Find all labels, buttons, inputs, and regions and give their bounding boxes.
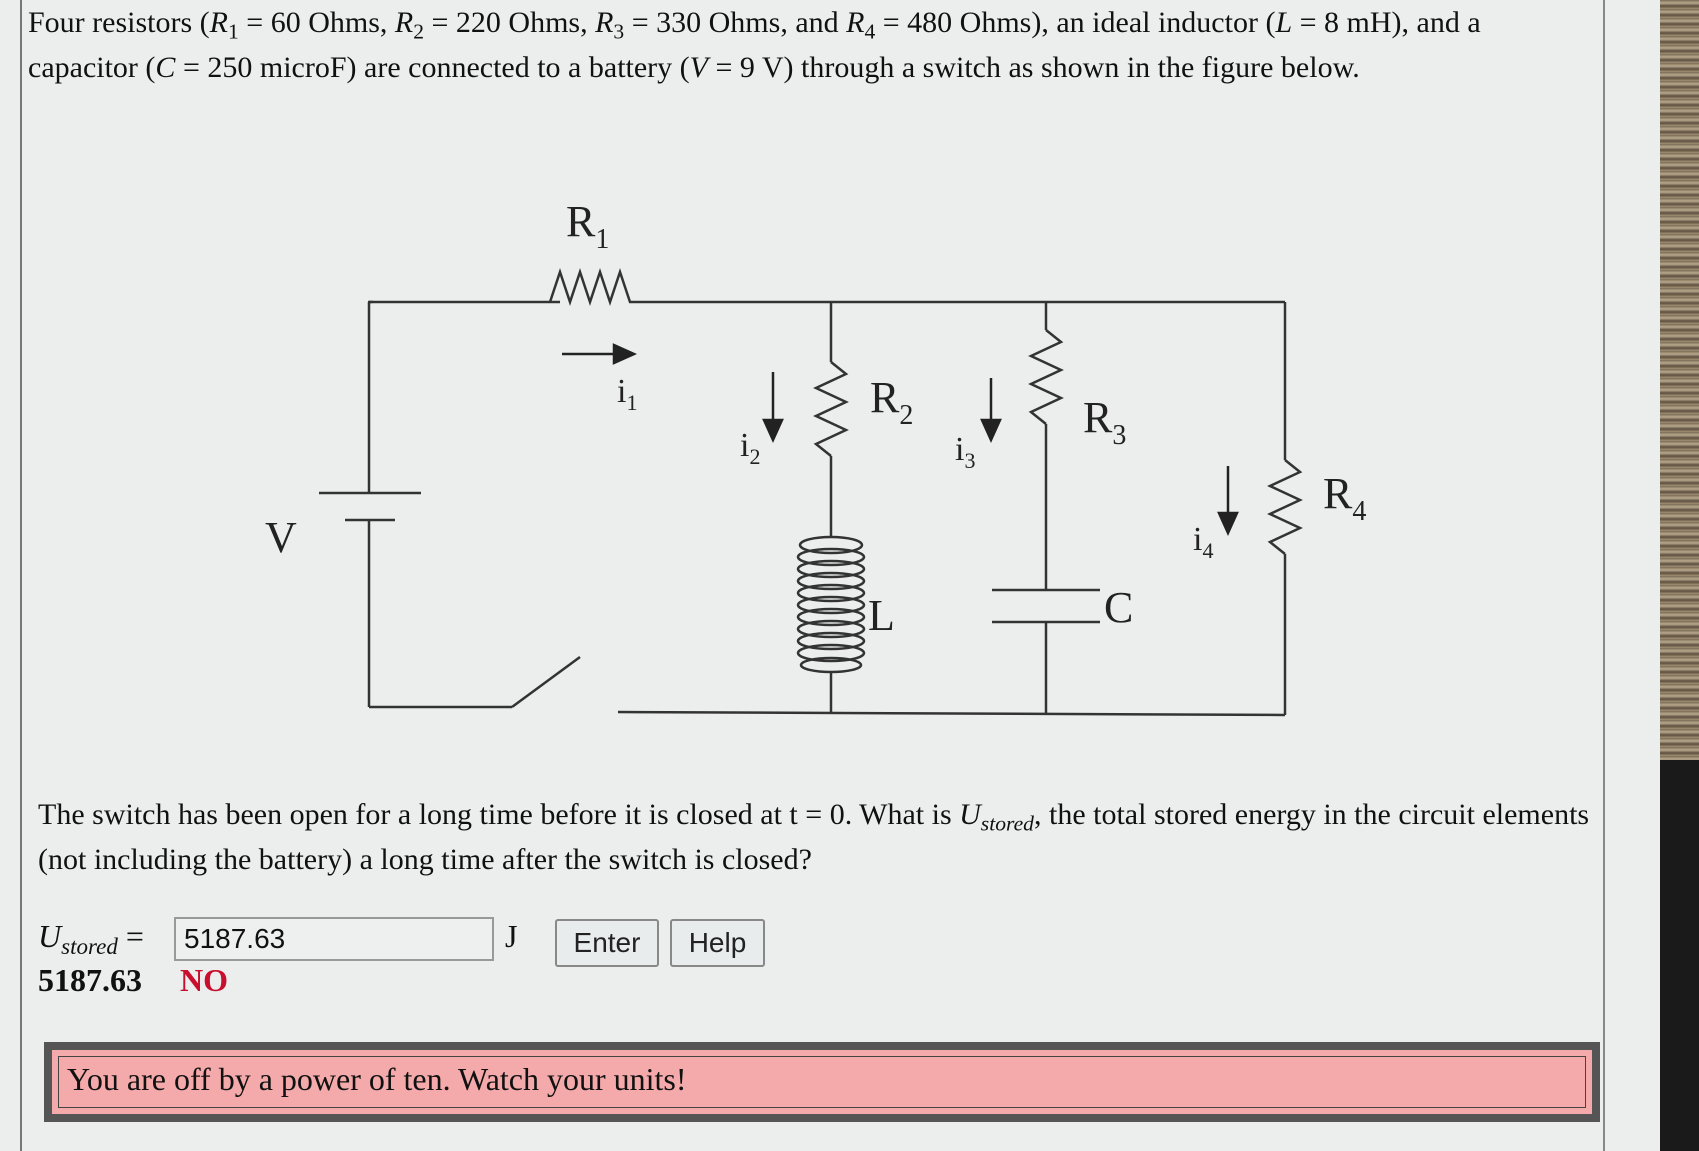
answer-label: $U_{stored}$ =	[38, 918, 144, 959]
label-i4: $i_4$	[1193, 521, 1214, 563]
label-i3: $i_3$	[955, 431, 976, 473]
switch-blade	[512, 657, 580, 707]
resistor-r2	[816, 362, 846, 456]
wire-bottom	[618, 712, 1285, 715]
feedback-inner	[58, 1056, 1586, 1108]
arrow-i1	[562, 345, 634, 363]
help-button[interactable]: Help	[670, 919, 765, 967]
background-edge-dark	[1660, 760, 1699, 1151]
resistor-r1	[550, 272, 650, 302]
label-l: L	[868, 591, 895, 640]
arrow-i3	[982, 378, 1000, 440]
label-v: V	[265, 513, 297, 562]
arrow-i2	[764, 372, 782, 440]
feedback-box	[44, 1042, 1600, 1122]
label-r3: $R_3$	[1083, 393, 1127, 451]
inductor-coil	[798, 537, 864, 672]
label-c: C	[1104, 583, 1134, 632]
resistor-r3	[1031, 330, 1061, 424]
label-r4: $R_4$	[1323, 469, 1367, 527]
feedback-message: You are off by a power of ten. Watch your units!	[67, 1061, 687, 1097]
arrow-i4	[1219, 466, 1237, 533]
label-r1: $R_1$	[566, 197, 610, 255]
previous-answer: 5187.63	[38, 962, 142, 998]
question-text: The switch has been open for a long time before it is closed at t = 0. What is $U_{stored}$, the total stored energy in the circuit elements (not including the battery) a long time after the switch is closed?	[38, 798, 1590, 876]
problem-statement: Four resistors ($R_1 = 60$ Ohms, $R_2 = 220$ Ohms, $R_3 = 330$ Ohms, and $R_4 = 480$ Ohms), an ideal inductor (L = 8 mH), and a capacitor (C = 250 microF) are connected to a battery (V = 9 V) through a switch as shown in the figure below.	[28, 6, 1481, 84]
enter-button[interactable]: Enter	[555, 919, 659, 967]
label-i1: $i_1$	[617, 373, 638, 415]
resistor-r4	[1270, 460, 1300, 554]
answer-input[interactable]	[174, 917, 494, 961]
answer-unit: J	[505, 918, 518, 954]
answer-verdict: NO	[180, 962, 228, 998]
label-r2: $R_2$	[870, 373, 914, 431]
label-i2: $i_2$	[740, 427, 761, 469]
